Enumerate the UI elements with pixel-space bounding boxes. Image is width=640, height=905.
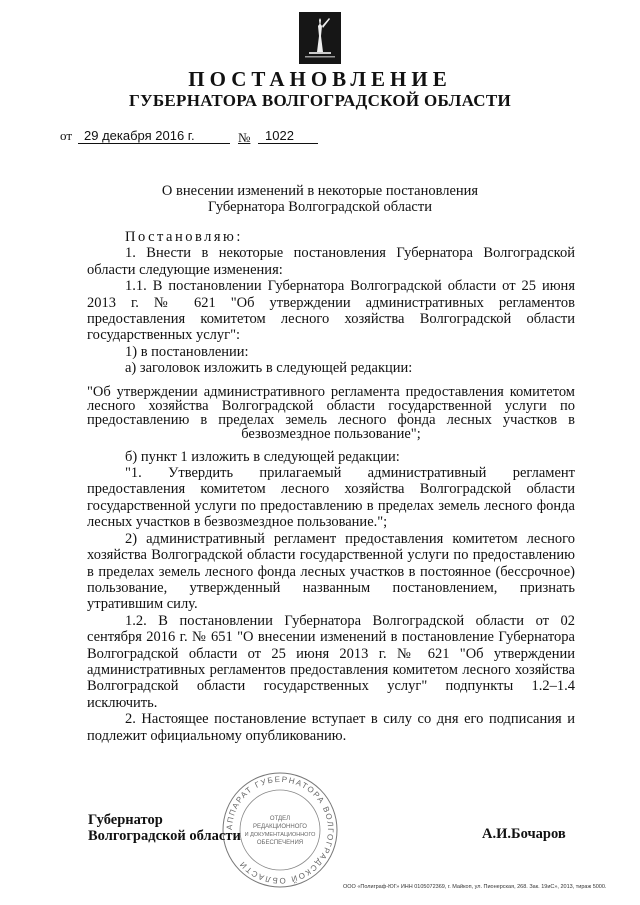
signature-position-line-1: Губернатор xyxy=(88,812,163,828)
date-prefix: от xyxy=(60,128,73,143)
document-title: ПОСТАНОВЛЕНИЕ xyxy=(188,67,452,91)
paragraph-1-1-1: 1) в постановлении: xyxy=(125,343,249,360)
date-field xyxy=(78,128,230,144)
subject-line-2: Губернатора Волгоградской области xyxy=(208,199,432,215)
paragraph-2: 2. Настоящее постановление вступает в силу со дня его подписания и подлежит официальному опубликованию. xyxy=(87,711,575,744)
number-prefix: № xyxy=(238,130,251,145)
quote-title: "Об утверждении административного регламента предоставления комитетом лесного хозяйства Волгоградской области государственной услуги по предоставлению в пределах земель лесного фонда лесных участков в безвозмездное пользование"; xyxy=(87,383,575,442)
decree-word: Постановляю: xyxy=(125,229,243,245)
statue-icon xyxy=(299,12,341,64)
print-imprint: ООО «Полиграф-ЮГ» ИНН 0105072369, г. Майкоп, ул. Пионерская, 268. Зак. 19иС», 2013, тираж 5000. xyxy=(343,884,607,890)
number-value: 1022 xyxy=(265,128,294,143)
paragraph-1: 1. Внести в некоторые постановления Губернатора Волгоградской области следующие изменения: xyxy=(87,245,575,278)
paragraph-1-1-2: 2) административный регламент предоставления комитетом лесного хозяйства Волгоградской области государственной услуги по предоставлению в пределах земель лесного фонда лесных участков в постоянное (бессрочное) пользование, утвержденный названным постановлением, признать утратившим силу. xyxy=(87,530,575,613)
signature-position xyxy=(88,812,241,844)
document-body xyxy=(87,229,575,744)
number-field xyxy=(258,128,318,144)
subject-line-1: О внесении изменений в некоторые постановления xyxy=(161,183,479,199)
quote-item-1: "1. Утвердить прилагаемый административный регламент предоставления комитетом лесного хозяйства Волгоградской области государственной услуги по предоставлению в пределах земель лесного фонда лесных участков в безвозмездное пользование."; xyxy=(87,465,575,531)
stamp-line-3: И ДОКУМЕНТАЦИОННОГО xyxy=(244,832,316,838)
paragraph-1-2: 1.2. В постановлении Губернатора Волгоградской области от 02 сентября 2016 г. № 651 "О внесении изменений в постановление Губернатора Волгоградской области от 25 июня 2013 г. № 621 "Об утверждении административных регламентов предоставления комитетом лесного хозяйства Волгоградской области государственных услуг" подпункты 1.2–1.4 исключить. xyxy=(87,612,575,711)
paragraph-1-1-b: б) пункт 1 изложить в следующей редакции: xyxy=(125,448,400,465)
signatory-name: А.И.Бочаров xyxy=(482,826,566,842)
stamp-ring-text: АППАРАТ ГУБЕРНАТОРА ВОЛГОГРАДСКОЙ ОБЛАСТИ xyxy=(224,774,336,886)
stamp-line-2: РЕДАКЦИОННОГО xyxy=(253,824,307,830)
date-value: 29 декабря 2016 г. xyxy=(84,128,195,143)
signature-position-line-2: Волгоградской области xyxy=(88,828,241,844)
document-subtitle: ГУБЕРНАТОРА ВОЛГОГРАДСКОЙ ОБЛАСТИ xyxy=(128,91,512,110)
stamp-line-1: ОТДЕЛ xyxy=(269,816,291,822)
stamp-line-4: ОБЕСПЕЧЕНИЯ xyxy=(256,840,304,846)
document-subject xyxy=(100,183,540,215)
paragraph-1-1: 1.1. В постановлении Губернатора Волгоградской области от 25 июня 2013 г. № 621 "Об утверждении административных регламентов предоставления комитетом лесного хозяйства Волгоградской области государственных услуг": xyxy=(87,278,575,344)
coat-of-arms-emblem xyxy=(299,12,341,64)
paragraph-1-1-a: а) заголовок изложить в следующей редакции: xyxy=(125,360,413,377)
svg-text:АППАРАТ ГУБЕРНАТОРА ВОЛГОГРАДС xyxy=(225,775,335,885)
